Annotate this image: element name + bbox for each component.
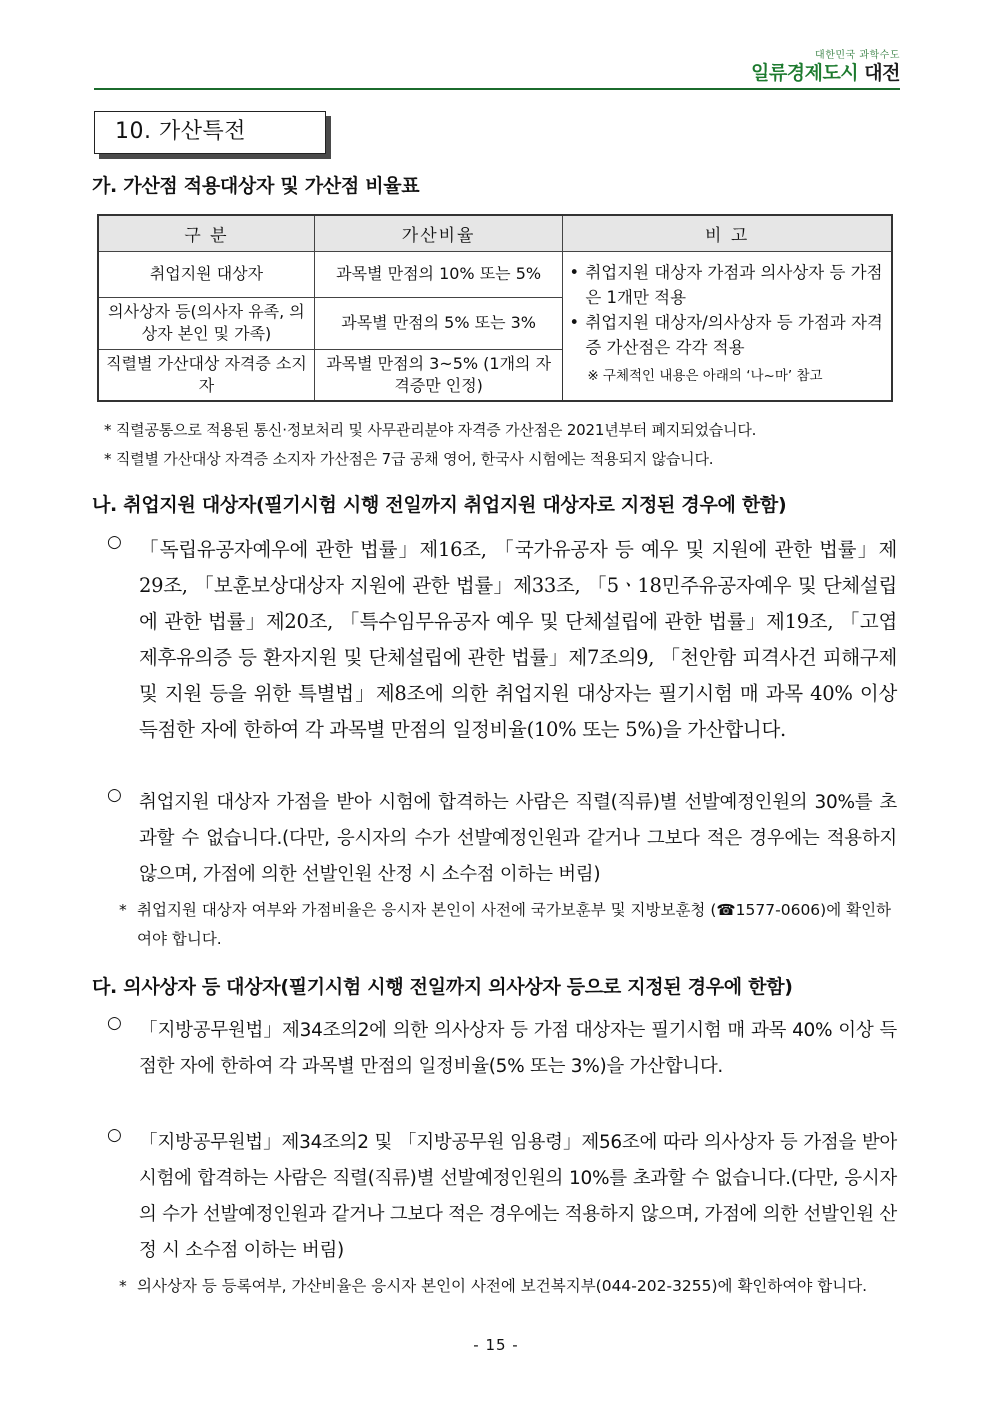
cell-category: 직렬별 가산대상 자격증 소지자 xyxy=(98,349,314,401)
paragraph xyxy=(107,785,897,893)
contact-note xyxy=(119,1272,895,1301)
remark-item xyxy=(569,310,885,360)
logo-tagline: 대한민국 과학수도 xyxy=(815,50,900,61)
page-number: - 15 - xyxy=(473,1336,519,1354)
header-logo xyxy=(751,50,900,84)
header-remarks: 비 고 xyxy=(563,215,892,251)
note-text: 취업지원 대상자 여부와 가점비율은 응시자 본인이 사전에 국가보훈부 및 지방보훈청 (☎1577-0606)에 확인하여야 합니다. xyxy=(137,901,892,948)
table-row xyxy=(98,251,892,297)
remark-text: 취업지원 대상자 가점과 의사상자 등 가점은 1개만 적용 xyxy=(585,262,883,307)
section-title: 10. 가산특전 xyxy=(94,111,326,154)
star-icon: * xyxy=(119,1277,127,1295)
paragraph xyxy=(107,1013,897,1085)
paragraph-text: 「지방공무원법」제34조의2 및 「지방공무원 임용령」제56조에 따라 의사상자 등 가점을 받아 시험에 합격하는 사람은 직렬(직류)별 선발예정인원의 10%를 초과할 수 없습니다.(다만, 응시자의 수가 선발예정인원과 같거나 그보다 적은 경우에는 적용하지 않으며, 가점에 의한 선발인원 산정 시 소수점 이하는 버림) xyxy=(139,1132,897,1261)
paragraph xyxy=(107,1125,897,1269)
table-header-row xyxy=(98,215,892,251)
subheading-b: 나. 취업지원 대상자(필기시험 시행 전일까지 취업지원 대상자로 지정된 경우에 한함) xyxy=(92,494,787,516)
remark-item xyxy=(569,260,885,310)
cell-category: 취업지원 대상자 xyxy=(98,251,314,297)
logo-main: 일류경제도시 xyxy=(751,62,859,84)
header-divider xyxy=(94,88,900,90)
note-text: 의사상자 등 등록여부, 가산비율은 응시자 본인이 사전에 보건복지부(044-202-3255)에 확인하여야 합니다. xyxy=(137,1277,868,1295)
circle-bullet-icon: ○ xyxy=(107,785,122,805)
cell-rate: 과목별 만점의 5% 또는 3% xyxy=(314,297,562,349)
circle-bullet-icon: ○ xyxy=(107,1125,122,1145)
header-rate: 가산비율 xyxy=(314,215,562,251)
cell-remarks xyxy=(563,251,892,401)
star-icon: * xyxy=(119,901,127,919)
header-category: 구 분 xyxy=(98,215,314,251)
paragraph-text: 취업지원 대상자 가점을 받아 시험에 합격하는 사람은 직렬(직류)별 선발예정인원의 30%를 초과할 수 없습니다.(다만, 응시자의 수가 선발예정인원과 같거나 그보다 적은 경우에는 적용하지 않으며, 가점에 의한 선발인원 산정 시 소수점 이하는 버림) xyxy=(139,792,897,885)
footnote: * 직렬별 가산대상 자격증 소지자 가산점은 7급 공채 영어, 한국사 시험에는 적용되지 않습니다. xyxy=(104,450,714,468)
circle-bullet-icon: ○ xyxy=(107,1013,122,1033)
subheading-c: 다. 의사상자 등 대상자(필기시험 시행 전일까지 의사상자 등으로 지정된 경우에 한함) xyxy=(92,976,793,998)
paragraph-text: 「지방공무원법」제34조의2에 의한 의사상자 등 가점 대상자는 필기시험 매 과목 40% 이상 득점한 자에 한하여 각 과목별 만점의 일정비율(5% 또는 3%)을 가산합니다. xyxy=(139,1020,897,1077)
remark-text: 취업지원 대상자/의사상자 등 가점과 자격증 가산점은 각각 적용 xyxy=(585,312,883,357)
logo-city: 대전 xyxy=(864,62,900,84)
logo-wordmark xyxy=(751,62,900,84)
cell-category: 의사상자 등(의사자 유족, 의상자 본인 및 가족) xyxy=(98,297,314,349)
cell-rate: 과목별 만점의 10% 또는 5% xyxy=(314,251,562,297)
remark-reference: ※ 구체적인 내용은 아래의 ‘나~마’ 참고 xyxy=(587,367,823,384)
bullet-icon: • xyxy=(569,262,580,282)
subheading-a: 가. 가산점 적용대상자 및 가산점 비율표 xyxy=(92,175,420,197)
bonus-rate-table xyxy=(97,214,893,402)
paragraph-text: 「독립유공자예우에 관한 법률」제16조, 「국가유공자 등 예우 및 지원에 관한 법률」제29조, 「보훈보상대상자 지원에 관한 법률」제33조, 「5ㆍ18민주유공자예우 및 단체설립에 관한 법률」제20조, 「특수임무유공자 예우 및 단체설립에 관한 법률」제19조, 「고엽제후유의증 등 환자지원 및 단체설립에 관한 법률」제7조의9, 「천안함 피격사건 피해구제 및 지원 등을 위한 특별법」제8조에 의한 취업지원 대상자는 필기시험 매 과목 40% 이상 득점한 자에 한하여 각 과목별 만점의 일정비율(10% 또는 5%)을 가산합니다. xyxy=(139,538,897,741)
footnote: * 직렬공통으로 적용된 통신·정보처리 및 사무관리분야 자격증 가산점은 2021년부터 폐지되었습니다. xyxy=(104,421,757,439)
paragraph xyxy=(107,532,897,748)
bullet-icon: • xyxy=(569,312,580,332)
circle-bullet-icon: ○ xyxy=(107,532,122,552)
cell-rate: 과목별 만점의 3~5% (1개의 자격증만 인정) xyxy=(314,349,562,401)
contact-note xyxy=(119,896,895,954)
